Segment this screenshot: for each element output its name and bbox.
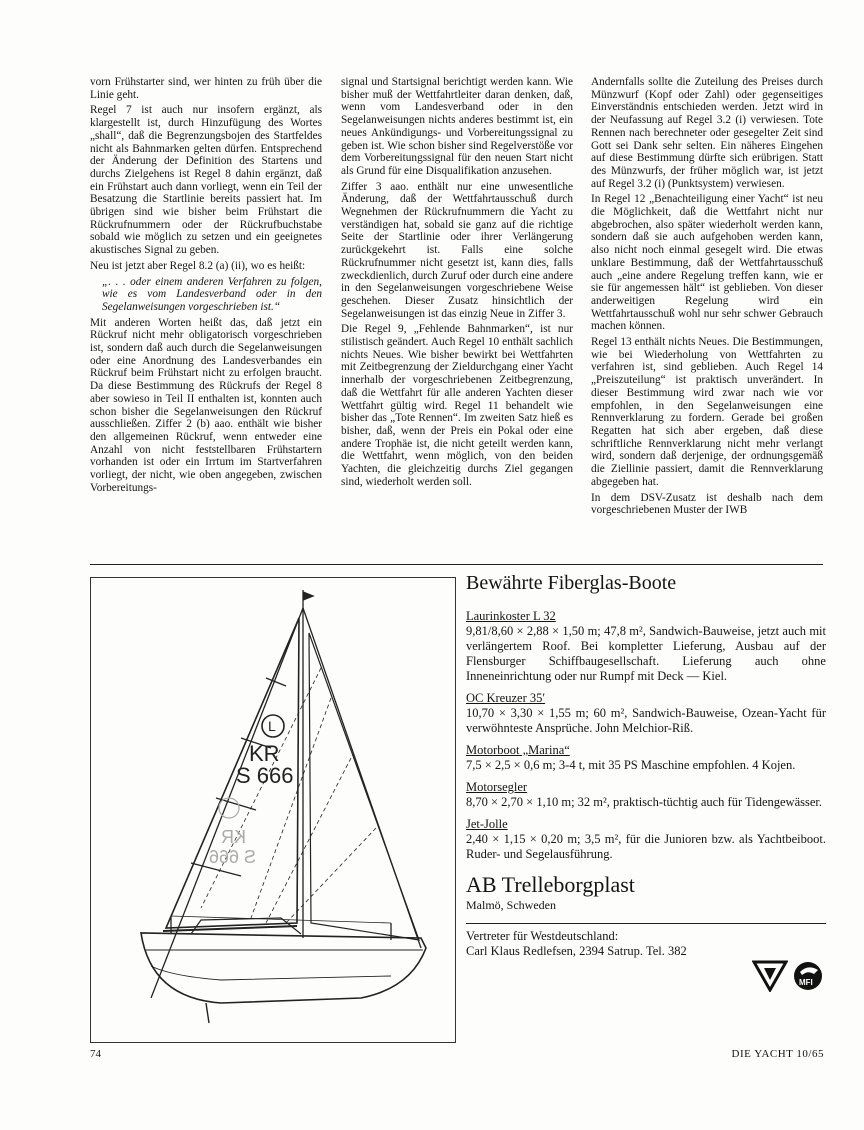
- trelleborg-triangle-logo: [752, 960, 788, 992]
- paragraph: Die Regel 9, „Fehlende Bahnmarken“, ist nur stilistisch geändert. Auch Regel 10 enthält sachlich nichts Neues. Wie bisher bewirkt bei Wettfahrten mit Zeitbegrenzung der Zieldurchgang einer Yacht innerhalb der vorgeschriebenen Zeitbegrenzung, daß die Wettfahrt für alle anderen Yachten dieser Wettfahrt gültig wird. Regel 11 behandelt wie bisher das „Tote Rennen“. Im zweiten Satz hieß es bisher, daß, wenn der Preis ein Pokal oder eine andere Trophäe ist, die nicht geteilt werden kann, die Wettfahrt, wenn möglich, von den beiden Yachten, die gleichzeitig durchs Ziel gegangen sind, wiederholt werden soll.: [341, 323, 573, 488]
- company-name: AB Trelleborgplast: [466, 872, 635, 897]
- representative-name: Carl Klaus Redlefsen, 2394 Satrup. Tel. 382: [466, 944, 687, 958]
- sailboat-illustration: [91, 578, 455, 1042]
- journal-issue: DIE YACHT 10/65: [731, 1048, 824, 1060]
- boat-item: [466, 691, 826, 736]
- article-ad-divider: [90, 564, 823, 565]
- paragraph: signal und Startsignal berichtigt werden kann. Wie bisher muß der Wettfahrtleiter daran denken, daß, wenn vom Landesverband oder in den Segelanweisungen nichts anderes bestimmt ist, ein neues Ankündigungs- und Vorbereitungssignal zu geben ist. Wie schon bisher sind Regelverstöße vor dem Vorbereitungssignal für den neuen Start nicht als Grund für eine Disqualifikation anzusehen.: [341, 76, 573, 177]
- boat-item: [466, 609, 826, 684]
- company-city: Malmö, Schweden: [466, 898, 556, 912]
- paragraph: Regel 13 enthält nichts Neues. Die Bestimmungen, wie bei Wiederholung von Wettfahrten zu verfahren ist, sind geblieben. Auch Regel 14 „Preiszuteilung“ ist praktisch unverändert. In dieser Bestimmung wird zwar nach wie vor empfohlen, in den Segelanweisungen eine Rennverklarung zu fordern. Gerade bei großen Regatten hat sich aber ergeben, daß diese schriftliche Rennverklarung nicht mehr verlangt wird, sondern daß derjenige, der ordnungsgemäß die Ziellinie passiert, damit die Rennverklarung abgegeben hat.: [591, 336, 823, 488]
- sailboat-illustration-frame: [90, 577, 456, 1043]
- paragraph: vorn Frühstarter sind, wer hinten zu früh über die Linie geht.: [90, 76, 322, 101]
- boat-spec: 9,81/8,60 × 2,88 × 1,50 m; 47,8 m², Sandwich-Bauweise, jetzt auch mit verlängertem Roof. Bei kompletter Lieferung, Ausbau auf der Flensburger Schiffbaugesellschaft. Lieferung auch ohne Inneneinrichtung oder nur Rumpf mit Deck — Kiel.: [466, 624, 826, 683]
- boat-list: [466, 609, 826, 862]
- paragraph: „. . . oder einem anderen Verfahren zu folgen, wie es vom Landesverband oder in den Segelanweisungen vorgeschrieben ist.“: [102, 275, 322, 313]
- representative-label: Vertreter für Westdeutschland:: [466, 929, 619, 943]
- mfi-badge-logo: [792, 960, 824, 992]
- boat-item: [466, 817, 826, 862]
- boat-item: [466, 743, 826, 773]
- paragraph: Ziffer 3 aao. enthält nur eine unwesentliche Änderung, daß der Wettfahrtausschuß durch Wegnehmen der Rückrufnummern die Yacht zu verständigen hat, sobald sie ganz auf die richtige Seite der Startlinie oder ihrer Verlängerung zurückgekehrt ist. Falls eine solche Rückrufnummer nicht gesetzt ist, kann dies, falls zweckdienlich, durch Zuruf oder durch eine andere in den Segelanweisungen vorgeschriebene Weise geschehen. Dieser Zusatz hinsichtlich der Segelanweisungen ist das einzig Neue in Ziffer 3.: [341, 180, 573, 320]
- article-column-1: [90, 76, 322, 498]
- paragraph: Andernfalls sollte die Zuteilung des Preises durch Münzwurf (Kopf oder Zahl) oder gegenseitiges Einverständnis entschieden werden. Jetzt wird in der Neufassung auf Regel 3.2 (i) verwiesen. Tote Rennen nach berechneter oder gesegelter Zeit sind Gott sei Dank sehr selten. Ein näheres Eingehen auf diese Bestimmung dürfte sich erübrigen. Statt des Münzwurfs, der früher möglich war, ist jetzt auf Regel 3.2 (i) (Punktsystem) verwiesen.: [591, 76, 823, 190]
- boat-name: Motorsegler: [466, 780, 528, 794]
- article-column-2: [341, 76, 573, 492]
- boat-name: Laurinkoster L 32: [466, 609, 556, 623]
- mfi-badge-text: MFI: [799, 978, 813, 987]
- paragraph: Regel 7 ist auch nur insofern ergänzt, als klargestellt ist, durch Hinzufügung des Wortes „shall“, daß die Begrenzungsbojen des Startfeldes nicht als Bahnmarken gelten dürfen. Entsprechend der Änderung der Definition des Startens und durchs Zielgehens ist Regel 8 dahin ergänzt, daß ein Frühstart auch dann vorliegt, wenn ein Teil der Besatzung die Startlinie bereits passiert hat. Im übrigen sind wie bisher beim Frühstart die Rückrufnummern oder der Rückrufbuchstabe sobald wie möglich zu setzen und ein geeignetes akustisches Signal zu geben.: [90, 104, 322, 257]
- boat-spec: 10,70 × 3,30 × 1,55 m; 60 m², Sandwich-Bauweise, Ozean-Yacht für verwöhnteste Ansprüche. John Melchior-Riß.: [466, 706, 826, 735]
- page-number: 74: [90, 1048, 101, 1060]
- ad-title: Bewährte Fiberglas-Boote: [466, 572, 677, 594]
- advertisement: [466, 572, 826, 959]
- paragraph: Mit anderen Worten heißt das, daß jetzt ein Rückruf nicht mehr obligatorisch vorgeschrieben ist, sondern daß auch durch die Segelanweisungen oder eine Anordnung des Landesverbandes ein Rückruf beim Frühstart nicht zu erfolgen braucht. Da diese Bestimmung des Rückrufs der Regel 8 aber sowieso in Teil II enthalten ist, konnten auch schon bisher die Segelanweisungen den Rückruf ausschließen. Ziffer 2 (b) aao. enthält wie bisher den allgemeinen Rückruf, wenn entweder eine Anzahl von nicht feststellbaren Frühstartern vorhanden ist oder ein Irrtum im Startverfahren vorliegt, der nicht, wie oben angegeben, zwischen Vorbereitungs-: [90, 316, 322, 494]
- representative-block: [466, 923, 826, 959]
- sail-number-label: S 666: [236, 763, 294, 788]
- sail-class-label-reverse: KR: [220, 827, 246, 847]
- boat-name: Jet-Jolle: [466, 817, 508, 831]
- sail-class-label: KR: [249, 741, 280, 766]
- paragraph: In dem DSV-Zusatz ist deshalb nach dem vorgeschriebenen Muster der IWB: [591, 491, 823, 517]
- boat-spec: 8,70 × 2,70 × 1,10 m; 32 m², praktisch-tüchtig auch für Tidengewässer.: [466, 795, 822, 809]
- sail-number-label-reverse: S 666: [208, 847, 256, 867]
- boat-item: [466, 780, 826, 810]
- boat-spec: 7,5 × 2,5 × 0,6 m; 3-4 t, mit 35 PS Maschine empfohlen. 4 Kojen.: [466, 758, 796, 772]
- boat-name: OC Kreuzer 35′: [466, 691, 546, 705]
- svg-text:L: L: [268, 718, 276, 734]
- article-column-3: [591, 76, 823, 520]
- boat-name: Motorboot „Marina“: [466, 743, 570, 757]
- boat-spec: 2,40 × 1,15 × 0,20 m; 3,5 m², für die Junioren bzw. als Yachtbeiboot. Ruder- und Segelausführung.: [466, 832, 826, 861]
- paragraph: In Regel 12 „Benachteiligung einer Yacht“ ist neu die Möglichkeit, daß die Wettfahrt nicht nur abgebrochen, also später wiederholt werden kann, sondern daß sie auch aufgehoben werden kann, also nicht noch einmal gesegelt wird. Die etwas unklare Bestimmung, daß der Wettfahrtausschuß auch „eine andere Regelung treffen kann, wie er sie für angemessen hält“ ist geblieben. Von dieser anderweitigen Regelung wird ein Wettfahrtausschuß wohl nur sehr schwer Gebrauch machen können.: [591, 193, 823, 333]
- paragraph: Neu ist jetzt aber Regel 8.2 (a) (ii), wo es heißt:: [90, 259, 306, 272]
